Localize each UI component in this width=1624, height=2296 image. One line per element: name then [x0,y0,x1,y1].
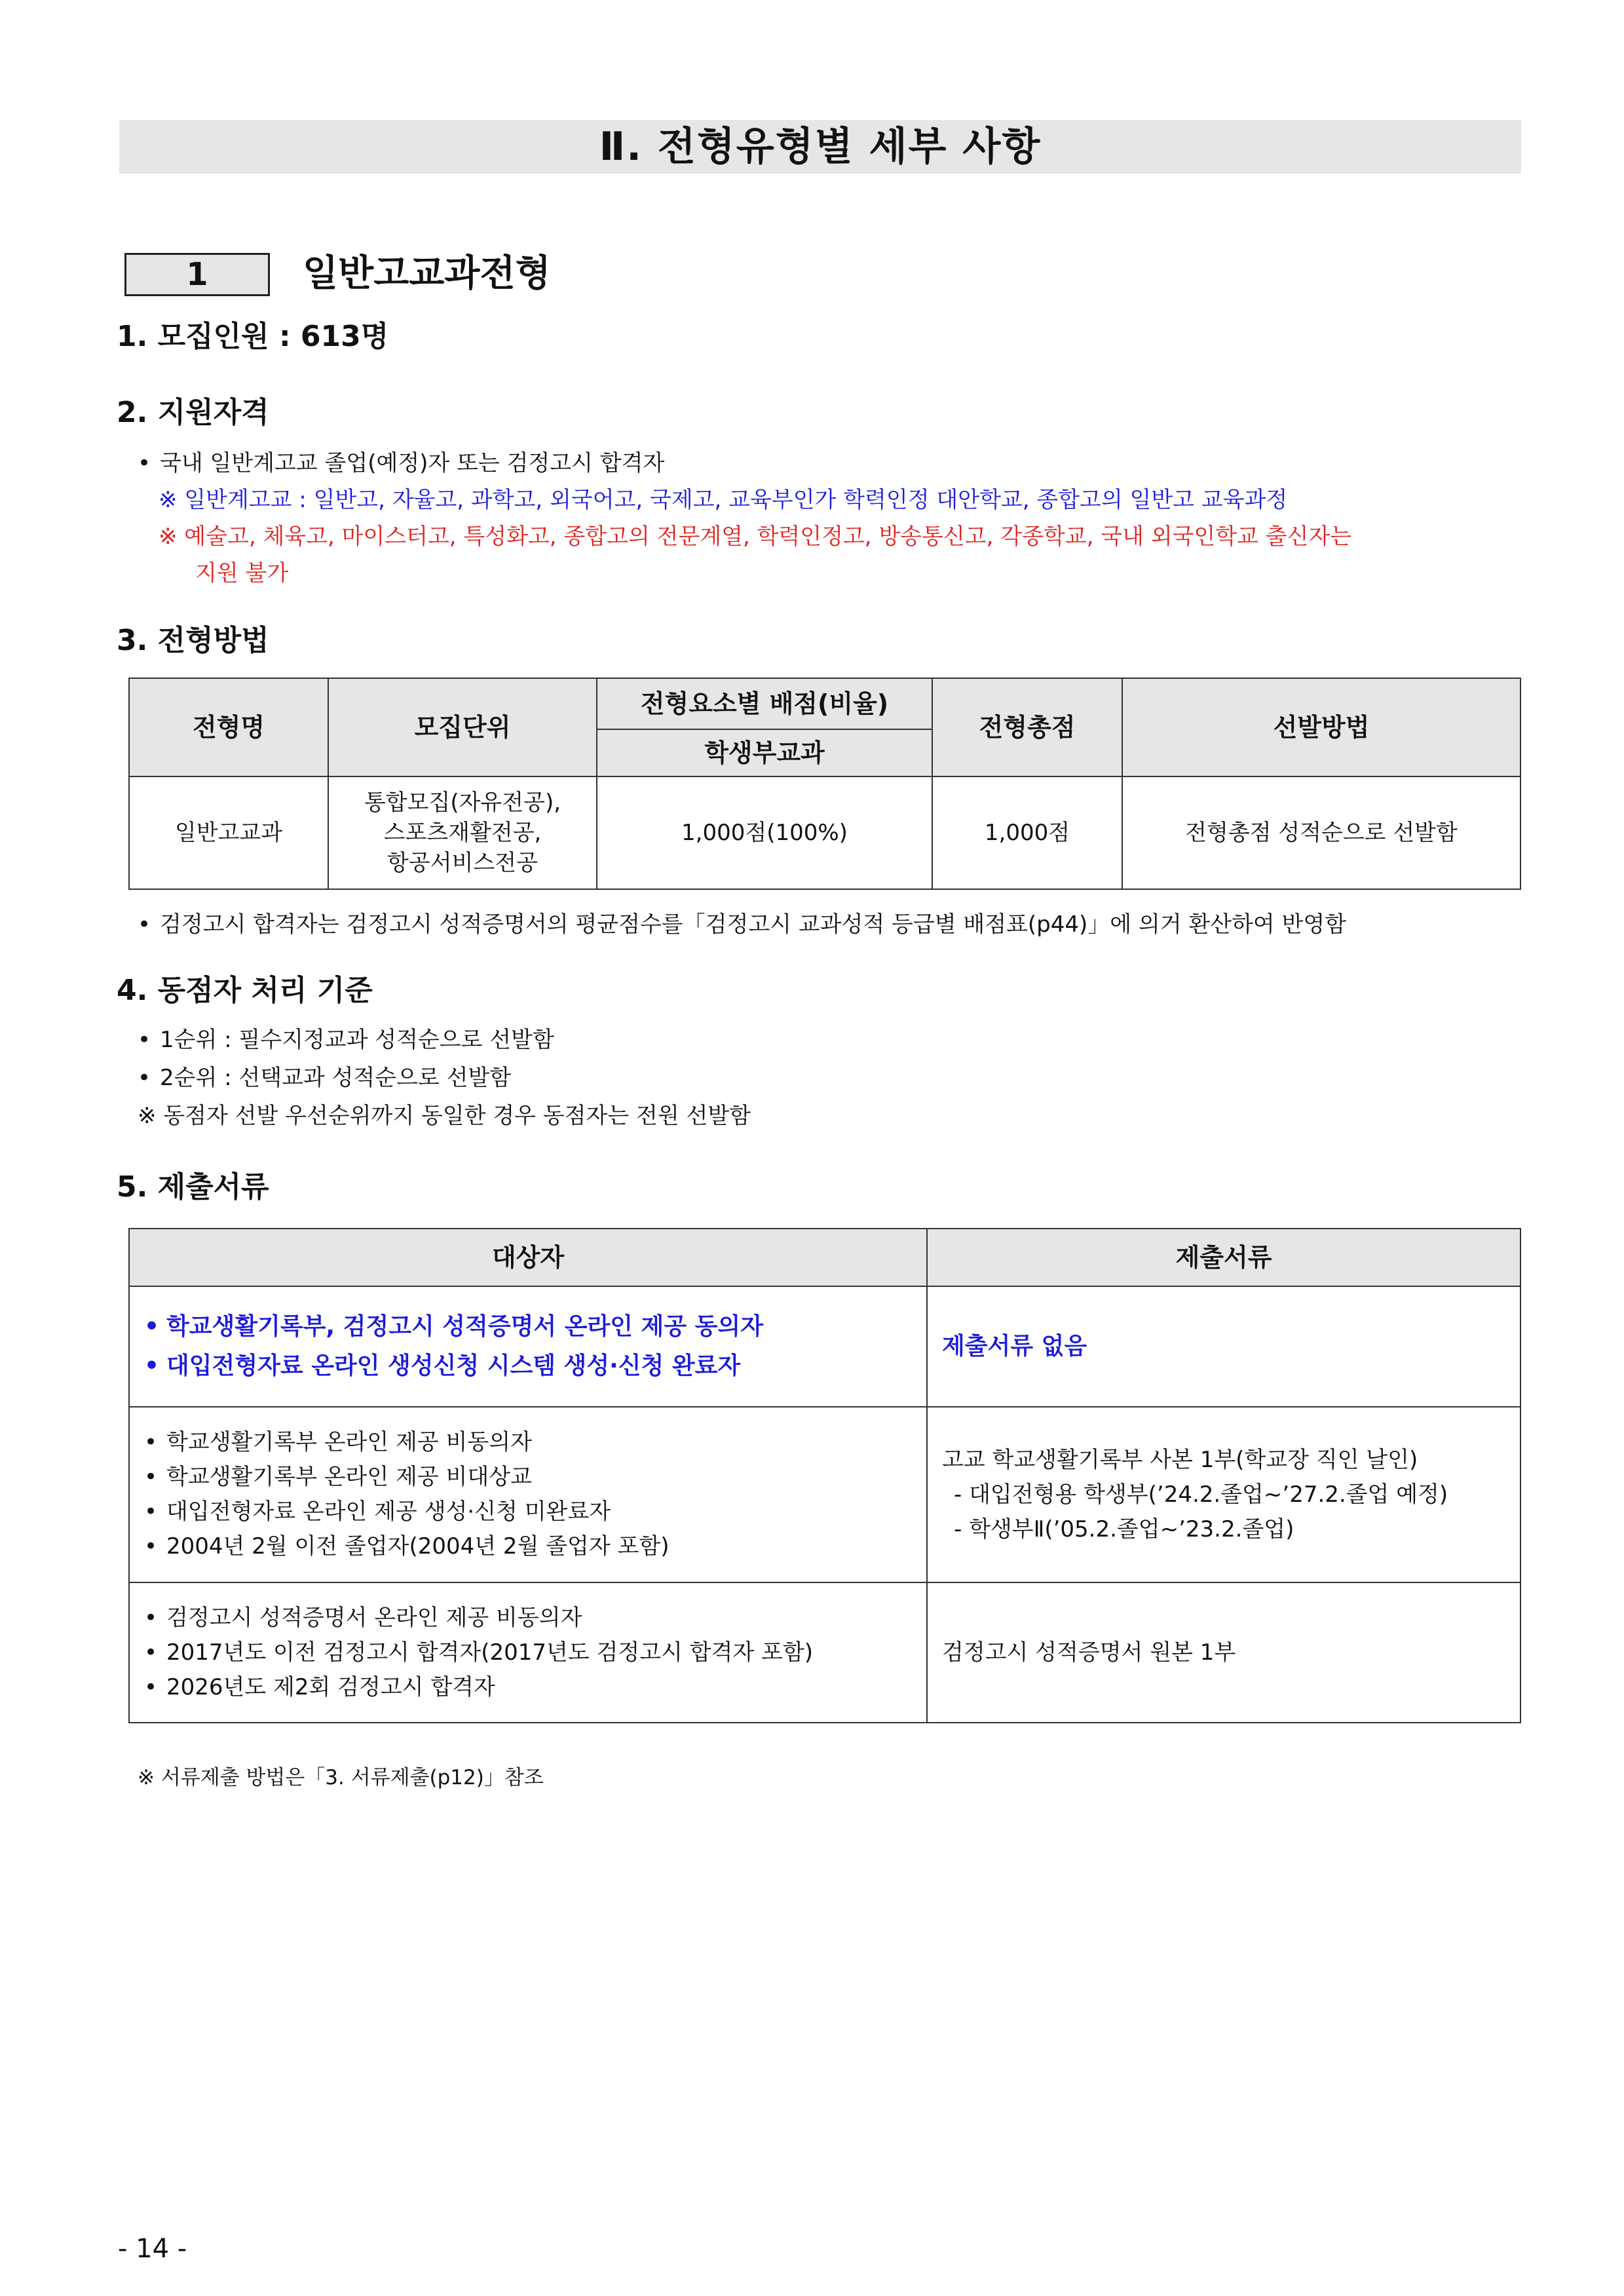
tie-item-2: • 2순위 : 선택교과 성적순으로 선발함 [138,1065,512,1091]
recruit-heading: 1. 모집인원 : 613명 [117,320,389,353]
docs-header-target: 대상자 [129,1229,927,1286]
row-selection: 전형총점 성적순으로 선발함 [1122,776,1520,889]
method-table [128,678,1521,890]
qualification-heading: 2. 지원자격 [117,396,269,429]
method-heading: 3. 전형방법 [117,624,269,657]
list-item: • 2017년도 이전 검정고시 합격자(2017년도 검정고시 합격자 포함) [144,1636,912,1670]
docs-row-2-docs: 고교 학교생활기록부 사본 1부(학교장 직인 날인) - 대입전형용 학생부(’24.2.졸업~’27.2.졸업 예정) - 학생부Ⅱ(’05.2.졸업~’23.2.졸업) [927,1407,1520,1582]
tie-item-1: • 1순위 : 필수지정교과 성적순으로 선발함 [138,1027,554,1053]
list-item: • 대입전형자료 온라인 생성신청 시스템 생성·신청 완료자 [144,1347,912,1386]
qualification-note-red-cont: 지원 불가 [195,560,289,586]
list-item: • 학교생활기록부 온라인 제공 비대상교 [144,1460,912,1495]
list-item: • 학교생활기록부 온라인 제공 비동의자 [144,1425,912,1460]
section-title: 일반고교과전형 [303,252,551,295]
list-item: • 학교생활기록부, 검정고시 성적증명서 온라인 제공 동의자 [144,1307,912,1347]
header-unit: 모집단위 [328,678,597,776]
docs-table [128,1228,1521,1723]
header-name: 전형명 [129,678,328,776]
list-item: • 검정고시 성적증명서 온라인 제공 비동의자 [144,1601,912,1636]
row-total: 1,000점 [932,776,1122,889]
list-item: • 2026년도 제2회 검정고시 합격자 [144,1670,912,1705]
header-score-group: 전형요소별 배점(비율) [597,678,932,729]
docs-row-2-targets [129,1407,927,1582]
qualification-note-red: ※ 예술고, 체육고, 마이스터고, 특성화고, 종합고의 전문계열, 학력인정고, 방송통신고, 각종학교, 국내 외국인학교 출신자는 [159,524,1352,550]
page-number: - 14 - [118,2234,187,2264]
list-item: • 2004년 2월 이전 졸업자(2004년 2월 졸업자 포함) [144,1529,912,1564]
qualification-note-blue: ※ 일반계고교 : 일반고, 자율고, 과학고, 외국어고, 국제고, 교육부인가 학력인정 대안학교, 종합고의 일반고 교육과정 [159,487,1288,513]
docs-row-1-targets [129,1286,927,1407]
docs-note: ※ 서류제출 방법은「3. 서류제출(p12)」참조 [138,1766,544,1789]
docs-row-3-docs: 검정고시 성적증명서 원본 1부 [927,1582,1520,1723]
qualification-bullet: • 국내 일반계고교 졸업(예정)자 또는 검정고시 합격자 [138,450,665,476]
header-selection: 선발방법 [1122,678,1520,776]
method-note: • 검정고시 합격자는 검정고시 성적증명서의 평균점수를「검정고시 교과성적 등급별 배점표(p44)」에 의거 환산하여 반영함 [138,911,1347,938]
chapter-title: Ⅱ. 전형유형별 세부 사항 [119,120,1521,174]
header-score-sub: 학생부교과 [597,729,932,776]
tie-note: ※ 동점자 선발 우선순위까지 동일한 경우 동점자는 전원 선발함 [138,1103,751,1129]
docs-row-3-targets [129,1582,927,1723]
header-total: 전형총점 [932,678,1122,776]
row-score: 1,000점(100%) [597,776,932,889]
docs-row-1-docs: 제출서류 없음 [927,1286,1520,1407]
row-name: 일반고교과 [129,776,328,889]
list-item: • 대입전형자료 온라인 제공 생성·신청 미완료자 [144,1495,912,1529]
docs-heading: 5. 제출서류 [117,1170,269,1204]
section-number: 1 [124,253,270,296]
row-unit: 통합모집(자유전공), 스포츠재활전공, 항공서비스전공 [328,776,597,889]
docs-header-docs: 제출서류 [927,1229,1520,1286]
tie-heading: 4. 동점자 처리 기준 [117,974,373,1007]
